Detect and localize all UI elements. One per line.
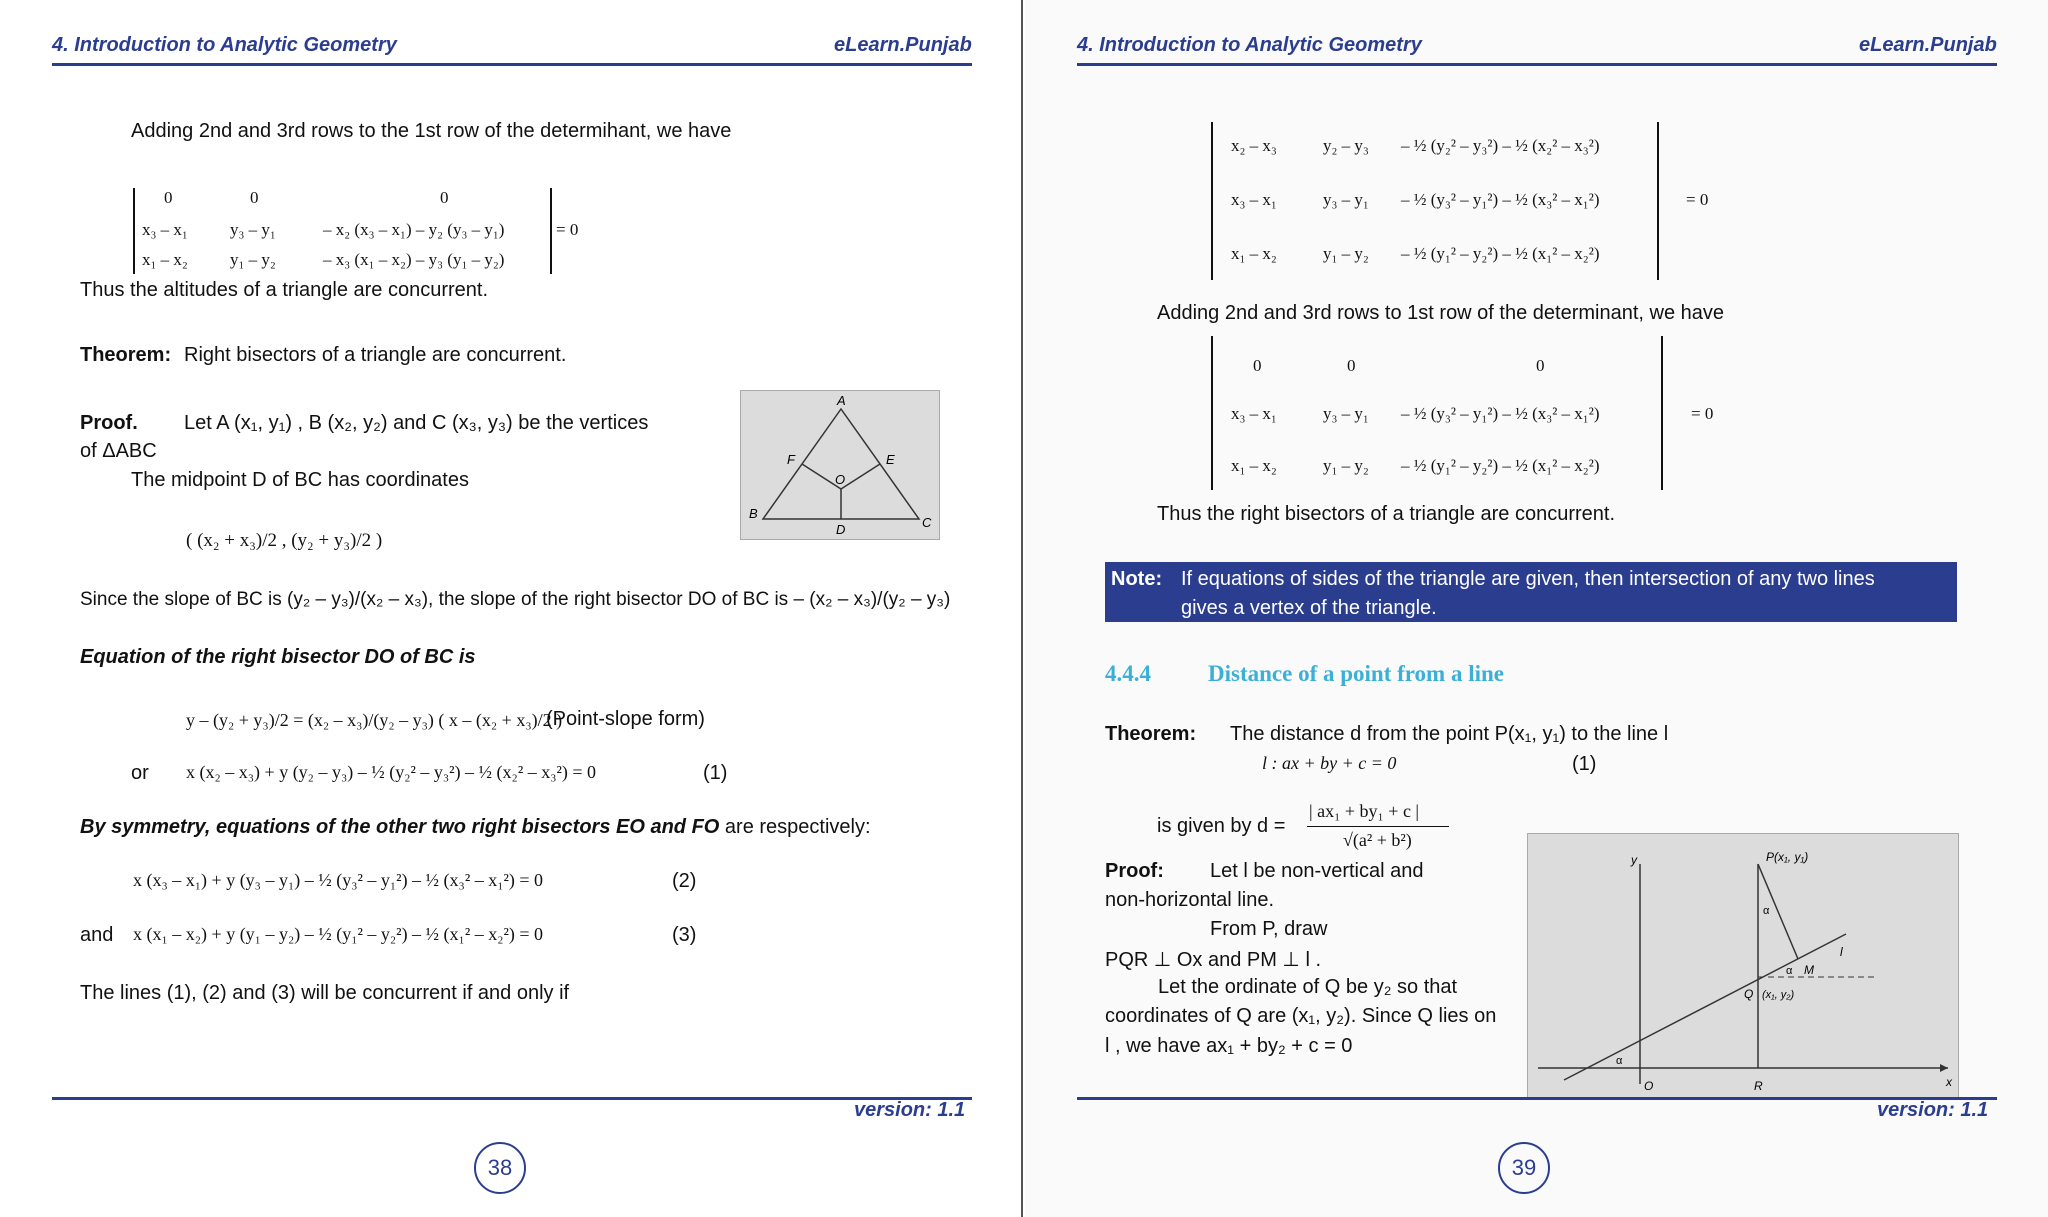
label-q-coords: (x₁, y₂)	[1762, 989, 1795, 1001]
det-cell: x₃ – x₁	[142, 220, 188, 239]
det-bar-right	[550, 188, 552, 274]
det-cell: x₂ – x₃	[1231, 136, 1277, 155]
proof-line-3: From P, draw	[1210, 918, 1328, 940]
symmetry-bold: By symmetry, equations of the other two right bisectors EO and FO	[80, 816, 720, 838]
point-slope-label: (Point-slope form)	[546, 708, 705, 730]
det-cell: y₁ – y₂	[230, 250, 276, 269]
header-title: 4. Introduction to Analytic Geometry	[52, 34, 397, 56]
det-rhs: = 0	[1686, 190, 1709, 209]
footer-rule	[1077, 1097, 1997, 1100]
det-cell: – ½ (y₃² – y₁²) – ½ (x₃² – x₁²)	[1401, 404, 1600, 423]
theorem-text: Right bisectors of a triangle are concurrent.	[184, 344, 567, 366]
label-p: P(x₁, y₁)	[1766, 850, 1809, 864]
proof-line-5: Let the ordinate of Q be y₂ so that	[1158, 976, 1458, 998]
note-label: Note:	[1111, 568, 1163, 590]
det-cell: x₃ – x₁	[1231, 190, 1277, 209]
det-cell: y₃ – y₁	[1323, 190, 1369, 209]
proof-line-4: PQR ⊥ Ox and PM ⊥ l .	[1105, 949, 1322, 971]
section-number: 4.4.4	[1105, 661, 1151, 686]
determinant-1	[130, 186, 600, 274]
label-x: x	[1946, 1075, 1952, 1089]
and-label: and	[80, 924, 114, 946]
label-f: F	[787, 452, 795, 467]
symmetry-rest: are respectively:	[719, 816, 871, 838]
det-cell: x₁ – x₂	[142, 250, 188, 269]
midpoint-formula: ( (x₂ + x₃)/2 , (y₂ + y₃)/2 )	[186, 530, 383, 551]
determinant-2	[1211, 122, 1709, 280]
theorem-label-2: Theorem:	[1105, 723, 1197, 745]
det-cell: x₃ – x₁	[1231, 404, 1277, 423]
eq-point-slope: y – (y₂ + y₃)/2 = (x₂ – x₃)/(y₂ – y₃) ( x – (x₂ + x₃)/2 )	[186, 710, 563, 730]
det-cell: y₁ – y₂	[1323, 456, 1369, 475]
det-cell: 0	[1536, 356, 1545, 375]
equation-heading: Equation of the right bisector DO of BC is	[80, 646, 476, 668]
label-b: B	[749, 506, 758, 521]
concurrent-if-text: The lines (1), (2) and (3) will be concurrent if and only if	[80, 982, 570, 1004]
page-right	[1025, 0, 2048, 1217]
label-q: Q	[1744, 987, 1754, 1001]
proof-line-7: l , we have ax₁ + by₂ + c = 0	[1105, 1035, 1353, 1057]
triangle-figure-svg	[741, 391, 939, 539]
label-e: E	[886, 452, 895, 467]
det-cell: y₁ – y₂	[1323, 244, 1369, 263]
theorem-label: Theorem:	[80, 344, 172, 366]
det-cell: – ½ (y₁² – y₂²) – ½ (x₁² – x₂²)	[1401, 456, 1600, 475]
det-cell: 0	[1253, 356, 1262, 375]
proof-line-1: Let A (x₁, y₁) , B (x₂, y₂) and C (x₃, y₃) be the vertices	[184, 412, 649, 434]
label-o: O	[1644, 1079, 1654, 1093]
note-line-2: gives a vertex of the triangle.	[1181, 597, 1437, 619]
midpoint-text: The midpoint D of BC has coordinates	[131, 469, 469, 491]
distance-denominator: √(a² + b²)	[1343, 830, 1412, 850]
note-line-1: If equations of sides of the triangle are given, then intersection of any two lines	[1181, 568, 1875, 590]
label-alpha-top: α	[1763, 905, 1770, 917]
distance-figure-svg	[1528, 834, 1958, 1097]
determinant-3	[1211, 336, 1714, 490]
label-m: M	[1804, 963, 1814, 977]
det-cell: 0	[1347, 356, 1356, 375]
equation-3: x (x₁ – x₂) + y (y₁ – y₂) – ½ (y₁² – y₂²) – ½ (x₁² – x₂²) = 0	[133, 924, 544, 944]
equation-2: x (x₃ – x₁) + y (y₃ – y₁) – ½ (y₃² – y₁²) – ½ (x₃² – x₁²) = 0	[133, 870, 544, 890]
det-cell: x₁ – x₂	[1231, 244, 1277, 263]
det-bar-left	[133, 188, 135, 274]
header-brand: eLearn.Punjab	[1859, 34, 1997, 56]
det-cell: – ½ (y₁² – y₂²) – ½ (x₁² – x₂²)	[1401, 244, 1600, 263]
symmetry-text	[80, 816, 871, 839]
det-cell: – x₃ (x₁ – x₂) – y₃ (y₁ – y₂)	[323, 250, 505, 269]
det-bar-right	[1661, 336, 1663, 490]
proof-label-2: Proof:	[1105, 860, 1164, 882]
det-cell: 0	[164, 188, 173, 207]
header-title: 4. Introduction to Analytic Geometry	[1077, 34, 1422, 56]
footer-rule	[52, 1097, 972, 1100]
det-cell: x₁ – x₂	[1231, 456, 1277, 475]
distance-figure	[1527, 833, 1959, 1098]
det-rhs: = 0	[1691, 404, 1714, 423]
intro-text: Adding 2nd and 3rd rows to the 1st row of the determihant, we have	[131, 120, 732, 142]
det-cell: 0	[250, 188, 259, 207]
det-cell: – ½ (y₂² – y₃²) – ½ (x₂² – x₃²)	[1401, 136, 1600, 155]
altitudes-text: Thus the altitudes of a triangle are concurrent.	[80, 279, 489, 301]
det-bar-right	[1657, 122, 1659, 280]
triangle-figure	[740, 390, 940, 540]
proof-line-6: coordinates of Q are (x₁, y₂). Since Q lies on	[1105, 1005, 1497, 1027]
proof-label: Proof.	[80, 412, 138, 434]
x-axis-arrow	[1940, 1064, 1948, 1072]
header-rule	[1077, 63, 1997, 66]
label-l: l	[1840, 945, 1843, 959]
bisector-eo	[841, 464, 880, 489]
intro-text-2: Adding 2nd and 3rd rows to 1st row of the determinant, we have	[1157, 302, 1725, 324]
line-equation: l : ax + by + c = 0	[1262, 753, 1397, 773]
label-r: R	[1754, 1079, 1763, 1093]
det-bar-left	[1211, 122, 1213, 280]
label-y: y	[1631, 853, 1637, 867]
det-cell: y₃ – y₁	[230, 220, 276, 239]
equation-1-number: (1)	[703, 762, 728, 784]
label-o: O	[835, 472, 846, 487]
page-number-38: 38	[474, 1142, 526, 1194]
section-title: Distance of a point from a line	[1208, 661, 1505, 686]
note-box	[1105, 562, 1957, 622]
footer-version: version: 1.1	[1877, 1099, 1989, 1121]
label-c: C	[922, 515, 932, 530]
det-cell: 0	[440, 188, 449, 207]
det-cell: – ½ (y₃² – y₁²) – ½ (x₃² – x₁²)	[1401, 190, 1600, 209]
header-brand: eLearn.Punjab	[834, 34, 972, 56]
det-cell: – x₂ (x₃ – x₁) – y₂ (y₃ – y₁)	[323, 220, 505, 239]
line-l	[1564, 934, 1846, 1080]
proof-line-1: Let l be non-vertical and	[1210, 860, 1424, 882]
equation-1: x (x₂ – x₃) + y (y₂ – y₃) – ½ (y₂² – y₃²) – ½ (x₂² – x₃²) = 0	[186, 762, 597, 782]
equation-3-number: (3)	[672, 924, 697, 946]
fraction-bar	[1307, 826, 1449, 827]
header-rule	[52, 63, 972, 66]
equation-2-number: (2)	[672, 870, 697, 892]
given-by: is given by d =	[1157, 815, 1286, 837]
page-left	[0, 0, 1023, 1217]
or-label: or	[131, 762, 149, 784]
det-cell: y₂ – y₃	[1323, 136, 1369, 155]
label-a: A	[837, 393, 846, 408]
footer-version: version: 1.1	[854, 1099, 966, 1121]
line-equation-number: (1)	[1572, 753, 1597, 775]
label-alpha-mid: α	[1786, 965, 1793, 977]
det-rhs: = 0	[556, 220, 579, 239]
det-cell: y₃ – y₁	[1323, 404, 1369, 423]
slope-text: Since the slope of BC is (y₂ – y₃)/(x₂ – x₃), the slope of the right bisector DO of BC is – (x₂ – x₃)/(y₂ – y₃)	[80, 589, 951, 610]
proof-line-2: non-horizontal line.	[1105, 889, 1274, 911]
label-alpha-bottom: α	[1616, 1055, 1623, 1067]
right-bisectors-text: Thus the right bisectors of a triangle are concurrent.	[1157, 503, 1616, 525]
theorem-text-2: The distance d from the point P(x₁, y₁) to the line l	[1230, 723, 1669, 745]
label-d: D	[836, 522, 846, 537]
page-number-39: 39	[1498, 1142, 1550, 1194]
det-bar-left	[1211, 336, 1213, 490]
proof-line-2: of ΔABC	[80, 440, 157, 462]
distance-numerator: | ax₁ + by₁ + c |	[1309, 801, 1420, 821]
